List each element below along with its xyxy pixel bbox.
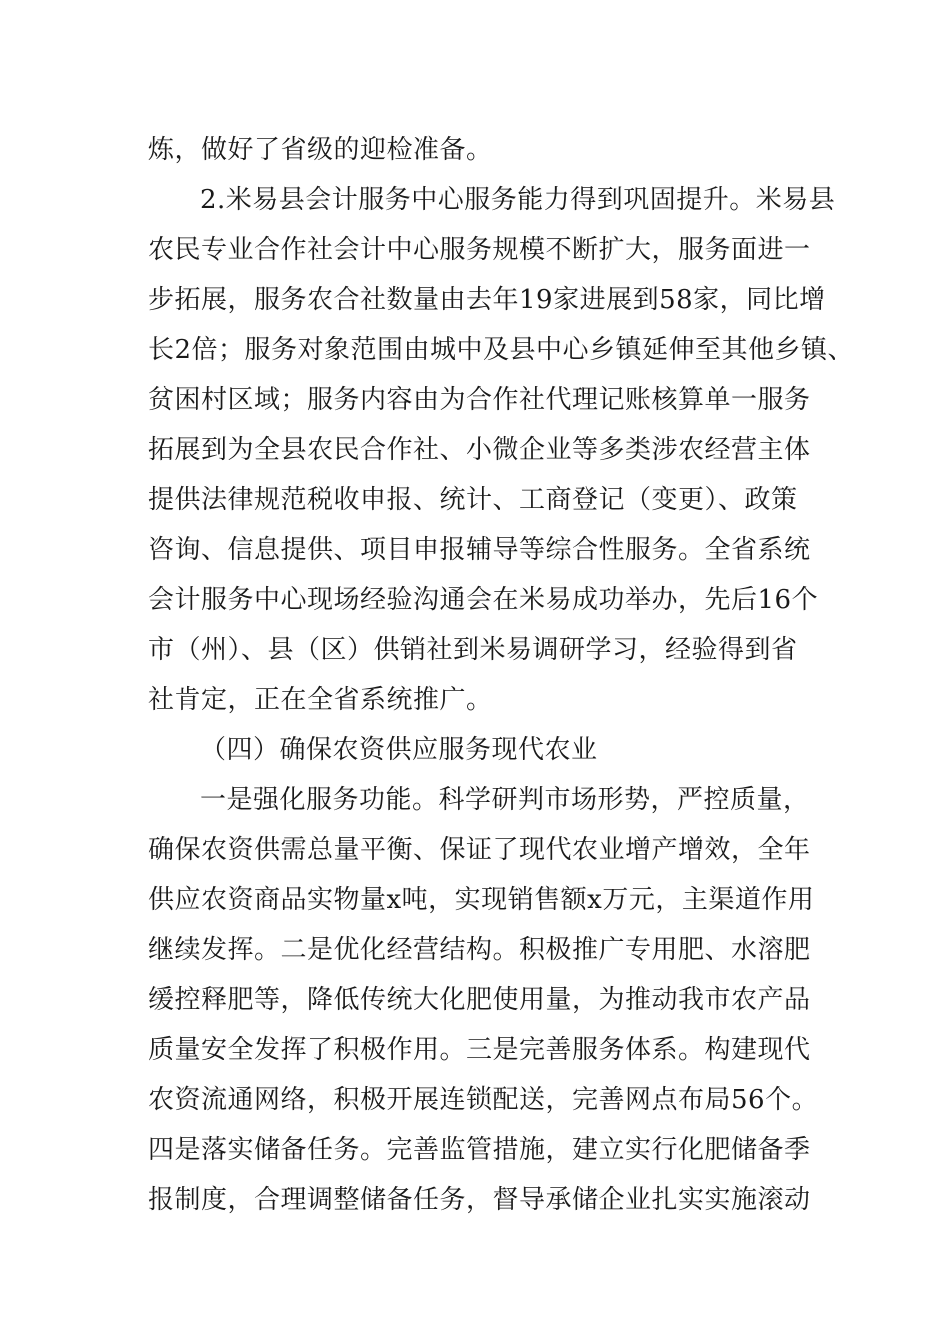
text-line: 提供法律规范税收申报、统计、工商登记（变更）、政策 bbox=[148, 485, 798, 515]
text-line: 会计服务中心现场经验沟通会在米易成功举办，先后16个 bbox=[148, 585, 819, 615]
paragraph-start-line: 2.米易县会计服务中心服务能力得到巩固提升。米易县 bbox=[200, 185, 836, 215]
text-line: 贫困村区域；服务内容由为合作社代理记账核算单一服务 bbox=[148, 385, 811, 415]
text-line: 供应农资商品实物量x吨，实现销售额x万元，主渠道作用 bbox=[148, 885, 815, 915]
text-line: 农民专业合作社会计中心服务规模不断扩大，服务面进一 bbox=[148, 235, 811, 265]
text-line: 缓控释肥等，降低传统大化肥使用量，为推动我市农产品 bbox=[148, 985, 811, 1015]
text-line: 报制度，合理调整储备任务，督导承储企业扎实实施滚动 bbox=[148, 1185, 811, 1215]
text-line: 确保农资供需总量平衡、保证了现代农业增产增效，全年 bbox=[148, 835, 811, 865]
text-line: 市（州）、县（区）供销社到米易调研学习，经验得到省 bbox=[148, 635, 798, 665]
text-line: 炼，做好了省级的迎检准备。 bbox=[148, 135, 493, 165]
paragraph-start-line: 一是强化服务功能。科学研判市场形势，严控质量， bbox=[200, 785, 810, 815]
text-line: 拓展到为全县农民合作社、小微企业等多类涉农经营主体 bbox=[148, 435, 811, 465]
text-line: 农资流通网络，积极开展连锁配送，完善网点布局56个。 bbox=[148, 1085, 819, 1115]
text-line: 继续发挥。二是优化经营结构。积极推广专用肥、水溶肥 bbox=[148, 935, 811, 965]
text-line: 质量安全发挥了积极作用。三是完善服务体系。构建现代 bbox=[148, 1035, 811, 1065]
section-heading: （四）确保农资供应服务现代农业 bbox=[200, 735, 598, 765]
text-line: 步拓展，服务农合社数量由去年19家进展到58家，同比增 bbox=[148, 285, 826, 315]
text-line: 四是落实储备任务。完善监管措施，建立实行化肥储备季 bbox=[148, 1135, 811, 1165]
text-line: 长2倍；服务对象范围由城中及县中心乡镇延伸至其他乡镇、 bbox=[148, 335, 855, 365]
text-line: 咨询、信息提供、项目申报辅导等综合性服务。全省系统 bbox=[148, 535, 811, 565]
text-line: 社肯定，正在全省系统推广。 bbox=[148, 685, 493, 715]
